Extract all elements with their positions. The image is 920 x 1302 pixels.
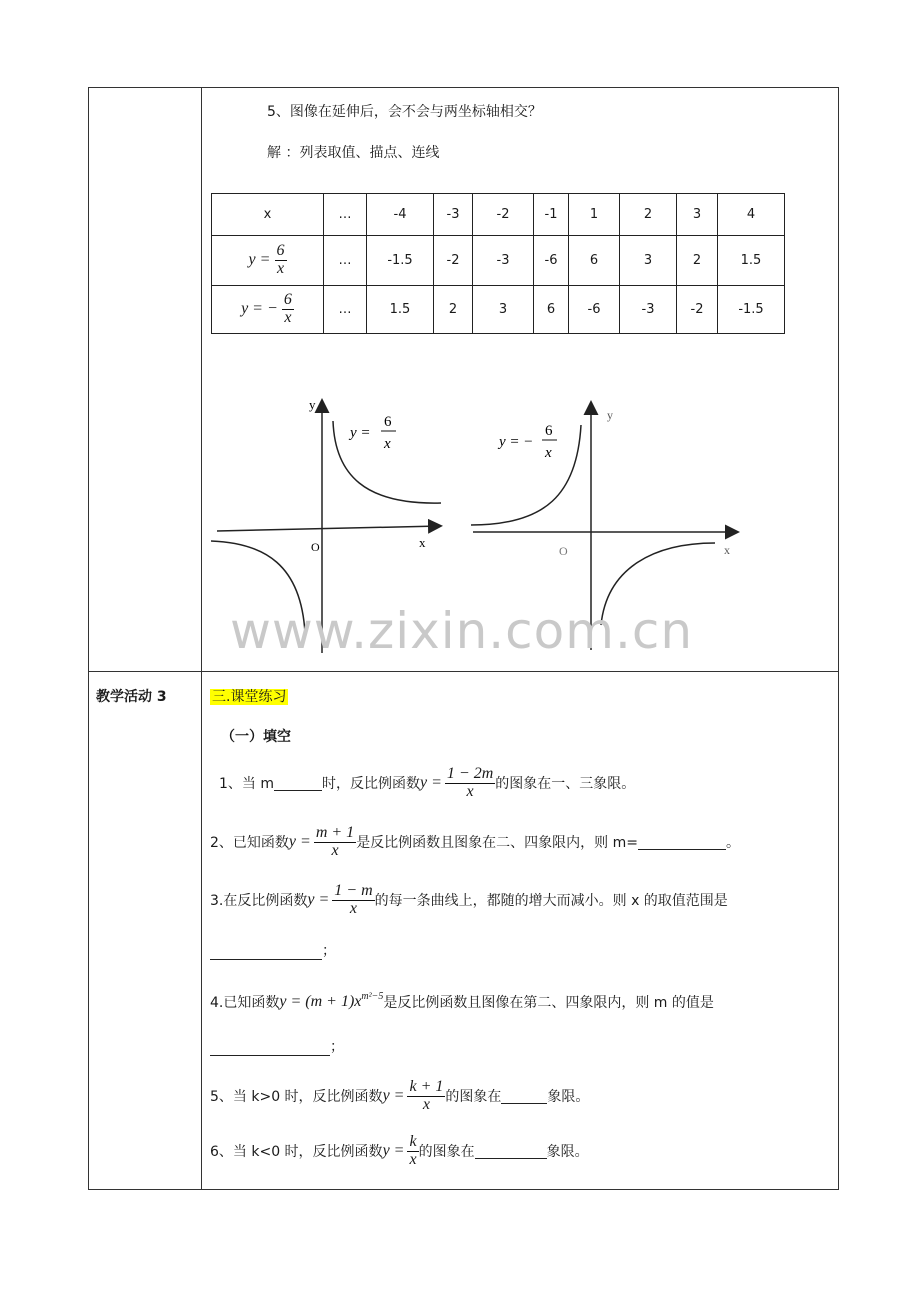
question-2: 2、已知函数 y = $\frac{m + 1}{x}$ 是反比例函数且图象在二、四象限内，则 m= 。 (210, 824, 741, 859)
question-4: 4.已知函数 y = (m + 1)x $^{m^2-5}$ 是反比例函数且图像在第二、四象限内，则 m 的值是 (210, 990, 714, 1011)
table-cell: 1 (569, 194, 620, 236)
x-axis-label: x (419, 535, 426, 550)
fraction: $\frac{k + 1}{x}$ (409, 1078, 444, 1113)
section-title: 三.课堂练习 (212, 689, 287, 705)
answer-blank (638, 835, 726, 850)
fraction: $\frac{1 - m}{x}$ (334, 882, 373, 917)
x-axis-label: x (724, 543, 730, 557)
table-cell: -3 (473, 236, 534, 286)
question-6-fill: 6、当 k<0 时，反比例函数 y = $\frac{k}{x}$ 的图象在 象限。 (210, 1133, 589, 1168)
fraction: $\frac{1 - 2m}{x}$ (446, 765, 494, 800)
row-label-positive: y = $\frac{6}{x}$ (212, 236, 324, 286)
table-cell: 2 (677, 236, 718, 286)
y-axis-label: y (607, 408, 613, 422)
answer-blank (210, 1041, 330, 1056)
y-axis-label: y (309, 397, 316, 412)
fraction: $\frac{6}{x}$ (276, 242, 285, 277)
table-cell: … (324, 286, 367, 334)
values-table (211, 193, 785, 334)
equation-numerator: 6 (545, 423, 553, 439)
question-5: 5、图像在延伸后，会不会与两坐标轴相交？ (267, 104, 542, 120)
question-4-answer: ； (210, 1036, 344, 1056)
equation-denominator: x (545, 445, 552, 461)
table-cell: -3 (620, 286, 677, 334)
watermark: www.zixin.com.cn (230, 602, 694, 660)
table-cell: 6 (569, 236, 620, 286)
table-cell: -4 (367, 194, 434, 236)
table-cell: -3 (434, 194, 473, 236)
table-cell: -1.5 (718, 286, 785, 334)
table-row-x (212, 194, 785, 236)
origin-label: O (559, 544, 568, 558)
answer-blank (274, 776, 322, 791)
fraction: $\frac{m + 1}{x}$ (315, 824, 355, 859)
subsection-title: （一）填空 (221, 729, 291, 745)
row-label-negative: y = − $\frac{6}{x}$ (212, 286, 324, 334)
solution-line: 解 ：列表取值、描点、连线 (267, 145, 440, 161)
equation-lhs: y = (350, 425, 371, 441)
table-cell: x (212, 194, 324, 236)
table-cell: 3 (677, 194, 718, 236)
table-cell: … (324, 236, 367, 286)
table-cell: 3 (473, 286, 534, 334)
table-cell: 3 (620, 236, 677, 286)
table-cell: -6 (534, 236, 569, 286)
table-cell: … (324, 194, 367, 236)
question-1: 1、当 m 时，反比例函数 y = $\frac{1 - 2m}{x}$ 的图象在一、三象限。 (219, 765, 636, 800)
row-divider (88, 671, 839, 672)
origin-label: O (311, 540, 320, 554)
table-cell: -1 (534, 194, 569, 236)
equation-numerator: 6 (384, 414, 392, 430)
section-label: 教学活动 3 (96, 689, 167, 705)
fraction: $\frac{6}{x}$ (283, 291, 292, 326)
table-cell: 1.5 (367, 286, 434, 334)
table-cell: 1.5 (718, 236, 785, 286)
table-row-positive (212, 236, 785, 286)
table-cell: -6 (569, 286, 620, 334)
table-cell: -2 (434, 236, 473, 286)
table-cell: 2 (434, 286, 473, 334)
question-3-answer: ； (210, 940, 336, 960)
x-axis (217, 526, 440, 531)
answer-blank (210, 945, 322, 960)
table-cell: 2 (620, 194, 677, 236)
column-divider (201, 87, 202, 1190)
answer-blank (475, 1144, 547, 1159)
question-5-fill: 5、当 k>0 时，反比例函数 y = $\frac{k + 1}{x}$ 的图象在 象限。 (210, 1078, 590, 1113)
table-cell: -2 (677, 286, 718, 334)
question-3: 3.在反比例函数 y = $\frac{1 - m}{x}$ 的每一条曲线上，都随的增大而减小。则 x 的取值范围是 (210, 882, 728, 917)
table-cell: -2 (473, 194, 534, 236)
table-cell: 6 (534, 286, 569, 334)
equation-denominator: x (384, 436, 391, 452)
answer-blank (501, 1089, 547, 1104)
equation-lhs: y = − (499, 434, 534, 450)
table-cell: -1.5 (367, 236, 434, 286)
table-cell: 4 (718, 194, 785, 236)
table-row-negative (212, 286, 785, 334)
fraction: $\frac{k}{x}$ (409, 1133, 417, 1168)
